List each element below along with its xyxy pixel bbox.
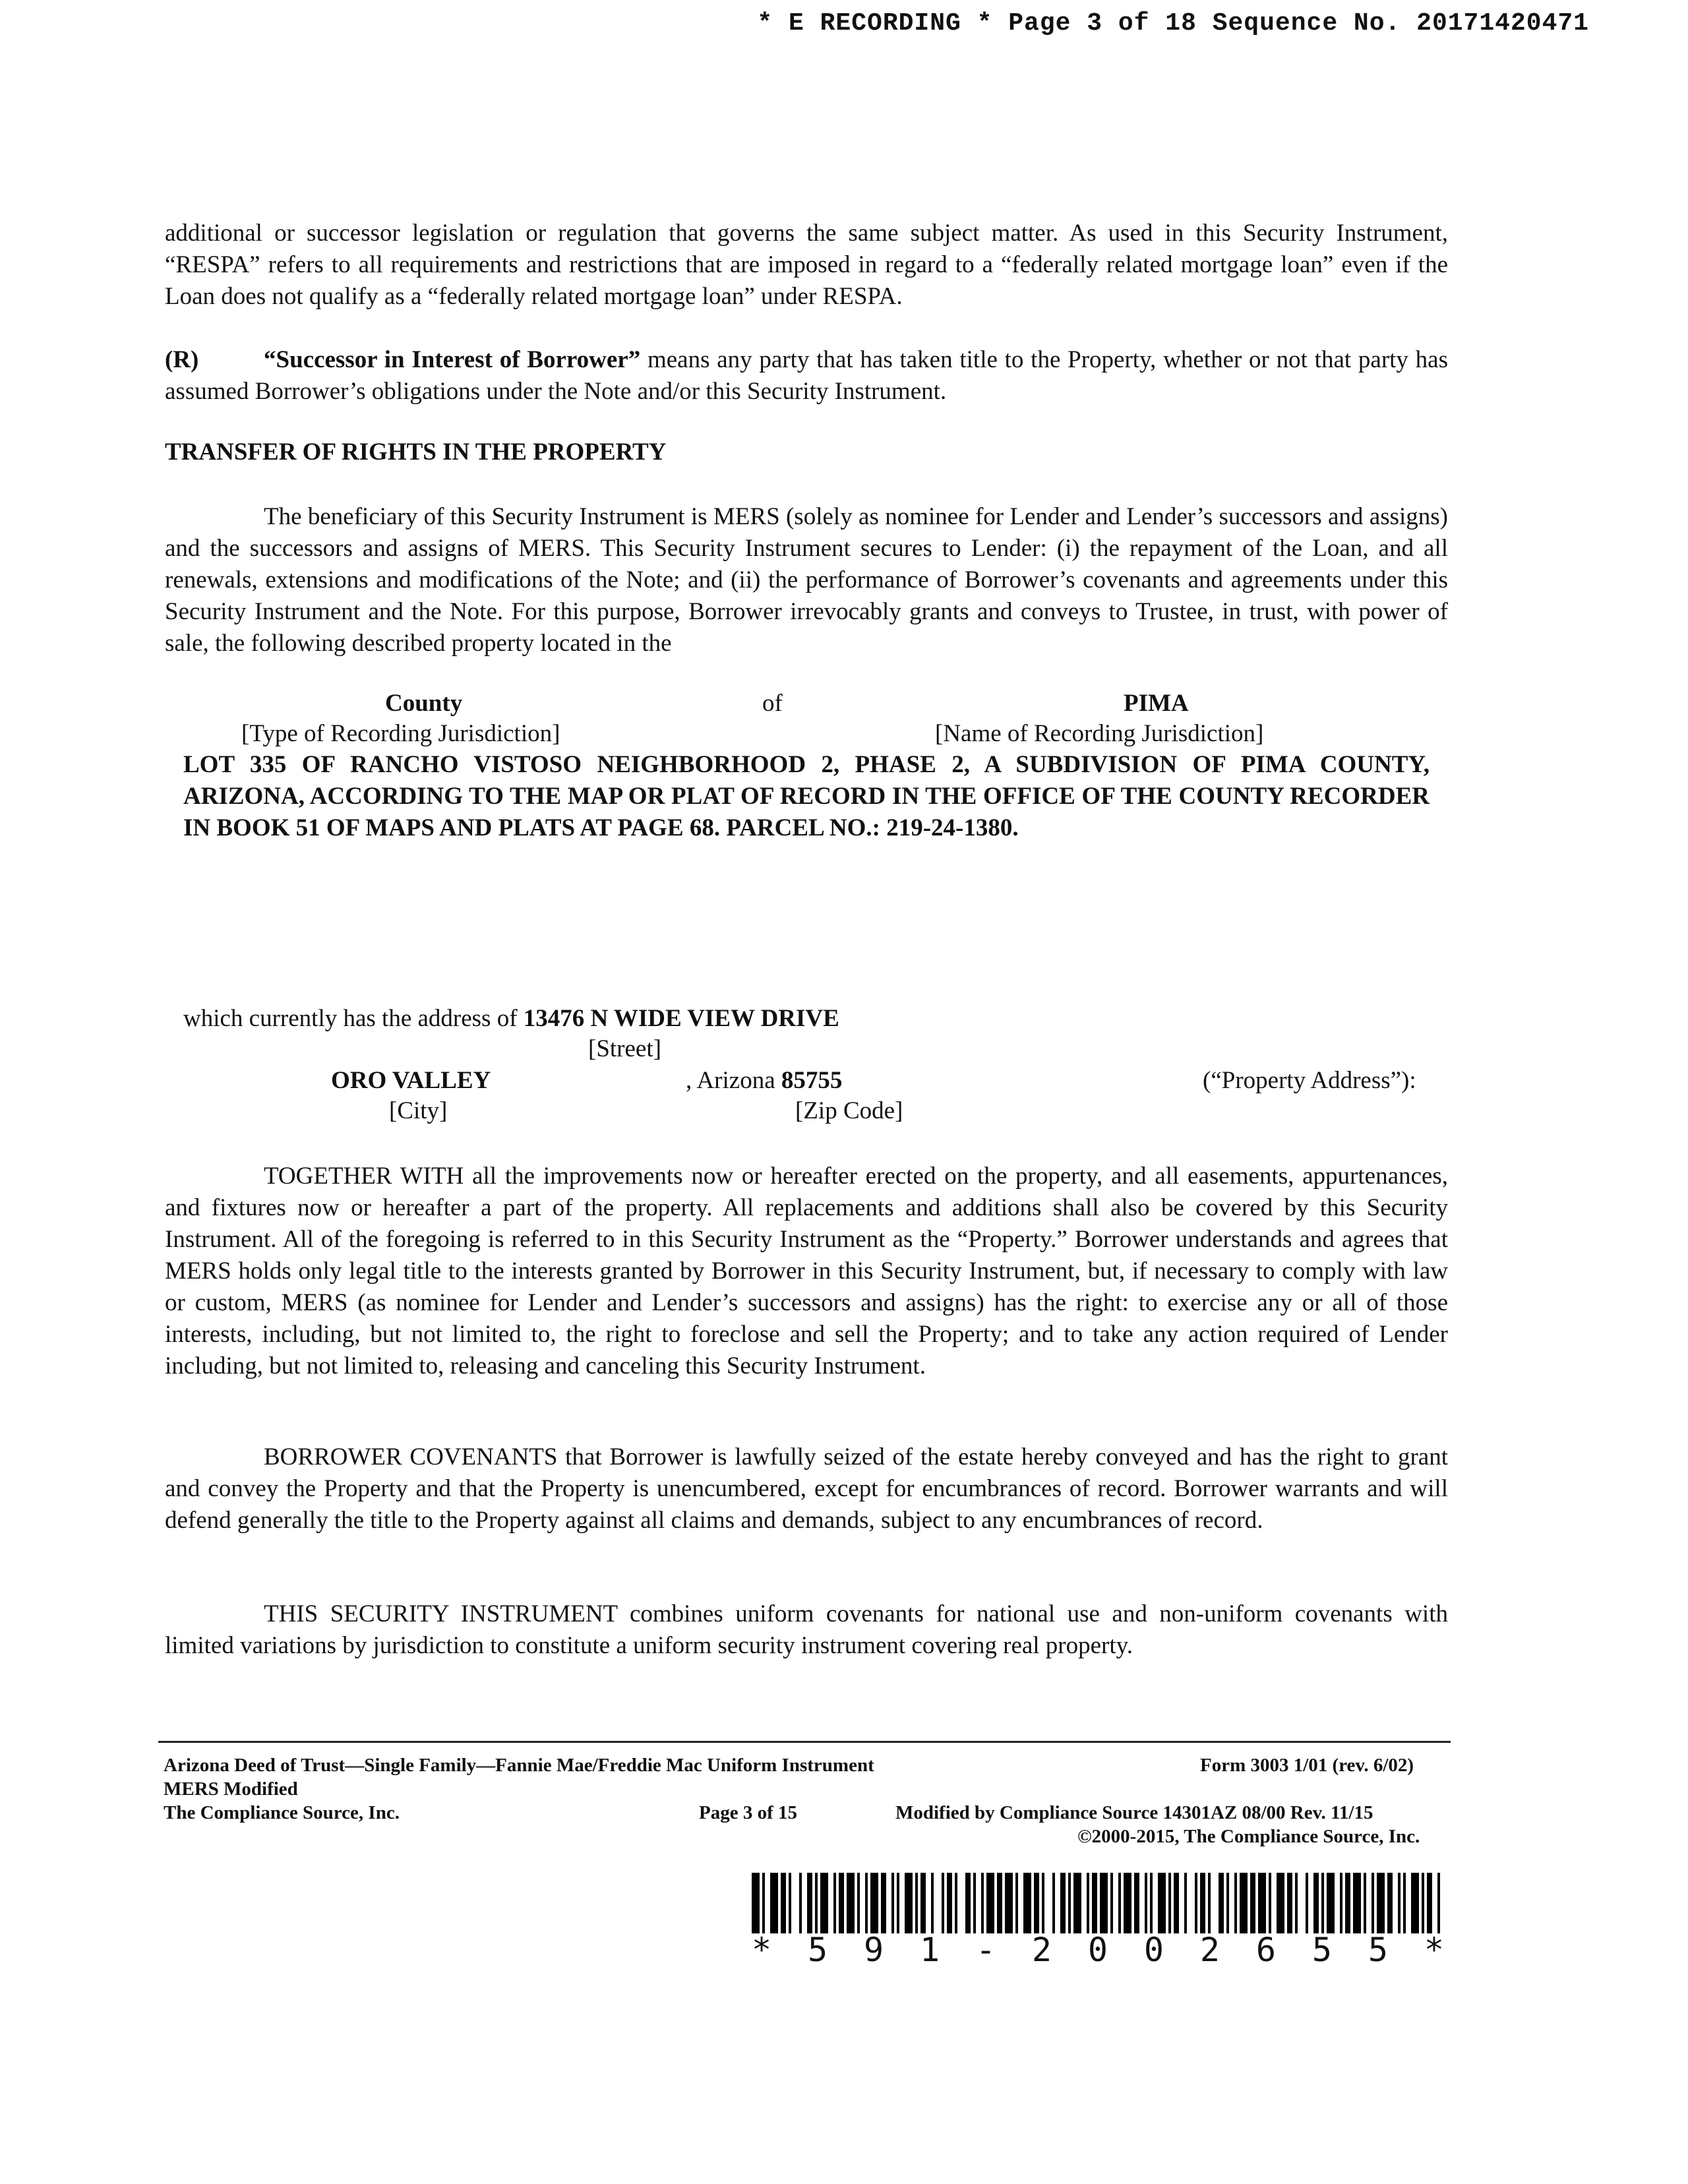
barcode-bar (1298, 1873, 1306, 1933)
barcode-char: 9 (863, 1931, 884, 1969)
barcode-bar (899, 1873, 905, 1933)
barcode-bar (807, 1873, 812, 1933)
barcode-bar (1377, 1873, 1385, 1933)
barcode-bar (1060, 1873, 1066, 1933)
barcode-bar (847, 1873, 855, 1933)
barcode-bar (765, 1873, 770, 1933)
barcode-bar (802, 1873, 807, 1933)
barcode-bar (1055, 1873, 1060, 1933)
footer-copyright: ©2000-2015, The Compliance Source, Inc. (1077, 1826, 1420, 1847)
barcode-bar (976, 1873, 981, 1933)
footer-modified: Modified by Compliance Source 14301AZ 08/00 Rev. 11/15 (895, 1802, 1373, 1823)
barcode-bar (1124, 1873, 1131, 1933)
paragraph-respa: additional or successor legislation or regulation that governs the same subject matter. As used in this Security Instrument, “RESPA” refers to all requirements and restrictions that are imposed in regard to a “federally related mortgage loan” even if the Loan does not qualify as a “federally related mortgage loan” under RESPA. (165, 220, 1448, 310)
barcode-char: 5 (807, 1931, 828, 1969)
barcode-bar (1240, 1873, 1248, 1933)
barcode-bar (986, 1873, 994, 1933)
jurisdiction-type-label: [Type of Recording Jurisdiction] (241, 720, 560, 747)
barcode-bar (1277, 1873, 1284, 1933)
address-intro: which currently has the address of (183, 1005, 518, 1032)
barcode-bar (957, 1873, 965, 1933)
barcode-text (752, 1931, 1444, 1969)
state-and-zip (686, 1066, 842, 1096)
barcode-bar (791, 1873, 799, 1933)
barcode-bar (1229, 1873, 1234, 1933)
zip-label: [Zip Code] (795, 1097, 903, 1124)
barcode-bar (1134, 1873, 1139, 1933)
barcode-bar (1250, 1873, 1255, 1933)
barcode-bar (997, 1873, 1002, 1933)
footer-form-number: Form 3003 1/01 (rev. 6/02) (1200, 1755, 1414, 1776)
barcode-char: 0 (1143, 1931, 1164, 1969)
paragraph-borrower-covenants: BORROWER COVENANTS that Borrower is lawfully seized of the estate hereby conveyed and has the right to grant and convey the Property and that the Property is unencumbered, except for encumbrances of record. Borrower warrants and will defend generally the title to the Property against all claims and demands, subject to any encumbrances of record. (165, 1443, 1448, 1534)
barcode-bar (1113, 1873, 1118, 1933)
paragraph-security-instrument: THIS SECURITY INSTRUMENT combines uniform covenants for national use and non-uniform covenants with limited variations by jurisdiction to constitute a uniform security instrument covering real property. (165, 1600, 1448, 1659)
zip-value: 85755 (781, 1067, 843, 1094)
barcode-bar (1034, 1873, 1039, 1933)
barcode-bar (1406, 1873, 1411, 1933)
barcode-char: * (1424, 1931, 1444, 1969)
barcode-bar (770, 1873, 778, 1933)
footer-company: The Compliance Source, Inc. (164, 1802, 400, 1823)
barcode-bar (1158, 1873, 1166, 1933)
barcode-bar (1345, 1873, 1350, 1933)
barcode-bar (1393, 1873, 1398, 1933)
jurisdiction-name-value: PIMA (1124, 690, 1189, 717)
jurisdiction-type-value: County (385, 690, 463, 717)
state-value: , Arizona (686, 1067, 775, 1094)
barcode (752, 1873, 1444, 1933)
defined-term: “Successor in Interest of Borrower” (264, 346, 641, 373)
barcode-bar (839, 1873, 844, 1933)
jurisdiction-name-label: [Name of Recording Jurisdiction] (935, 720, 1264, 747)
barcode-bar (1179, 1873, 1184, 1933)
barcode-bar (828, 1873, 833, 1933)
barcode-bar (1411, 1873, 1419, 1933)
footer-rule (158, 1741, 1451, 1743)
barcode-char: - (975, 1931, 996, 1969)
legal-description: LOT 335 OF RANCHO VISTOSO NEIGHBORHOOD 2, PHASE 2, A SUBDIVISION OF PIMA COUNTY, ARIZONA, ACCORDING TO THE MAP OR PLAT OF RECORD IN THE OFFICE OF THE COUNTY RECORDER IN BOOK 51 OF MAPS AND PLATS AT PAGE 68. PARCEL NO.: 219-24-1380. (183, 751, 1430, 841)
footer-page: Page 3 of 15 (699, 1802, 797, 1823)
barcode-char: 5 (1311, 1931, 1332, 1969)
barcode-bar (1327, 1873, 1335, 1933)
property-address-label: (“Property Address”): (1203, 1067, 1416, 1094)
barcode-bar (1271, 1873, 1277, 1933)
section-heading: TRANSFER OF RIGHTS IN THE PROPERTY (165, 439, 667, 466)
barcode-bar (1387, 1873, 1393, 1933)
street-label: [Street] (588, 1035, 661, 1062)
barcode-bar (1287, 1873, 1292, 1933)
city-label: [City] (389, 1097, 448, 1124)
barcode-char: 0 (1087, 1931, 1108, 1969)
barcode-bar (1200, 1873, 1205, 1933)
paragraph-together-with: TOGETHER WITH all the improvements now or hereafter erected on the property, and all easements, appurtenances, and fixtures now or hereafter a part of the property. All replacements and additions shall also be covered by this Security Instrument. All of the foregoing is referred to in this Security Instrument as the “Property.” Borrower understands and agrees that MERS holds only legal title to the interests granted by Borrower in this Security Instrument, but, if necessary to comply with law or custom, MERS (as nominee for Lender and Lender’s successors and assigns) has the right: to exercise any or all of those interests, including, but not limited to, the right to foreclose and sell the Property; and to take any action required of Lender including, but not limited to, releasing and canceling this Security Instrument. (165, 1163, 1448, 1380)
jurisdiction-of: of (762, 690, 783, 717)
barcode-bar (1073, 1873, 1081, 1933)
paragraph-label: (R) (165, 346, 199, 373)
paragraph-successor-in-interest (165, 344, 1448, 408)
footer-mers: MERS Modified (164, 1778, 298, 1800)
barcode-bar (1440, 1873, 1448, 1933)
footer-form-title: Arizona Deed of Trust—Single Family—Fannie Mae/Freddie Mac Uniform Instrument (164, 1755, 874, 1776)
barcode-bar (920, 1873, 926, 1933)
barcode-bar (905, 1873, 913, 1933)
barcode-char: 1 (919, 1931, 940, 1969)
barcode-bar (1081, 1873, 1087, 1933)
barcode-bar (1187, 1873, 1195, 1933)
barcode-bar (1353, 1873, 1361, 1933)
barcode-bar (1313, 1873, 1319, 1933)
barcode-bar (870, 1873, 878, 1933)
barcode-bar (1432, 1873, 1437, 1933)
barcode-char: 6 (1255, 1931, 1276, 1969)
barcode-bar (1366, 1873, 1372, 1933)
barcode-bar (1023, 1873, 1031, 1933)
paragraph-transfer: The beneficiary of this Security Instrument is MERS (solely as nominee for Lender and Lender’s successors and assigns) and the successors and assigns of MERS. This Security Instrument secures to Lender: (i) the repayment of the Loan, and all renewals, extensions and modifications of the Note; and (ii) the performance of Borrower’s covenants and agreements under this Security Instrument and the Note. For this purpose, Borrower irrevocably grants and conveys to Trustee, in trust, with power of sale, the following described property located in the (165, 503, 1448, 657)
barcode-bar (1174, 1873, 1179, 1933)
barcode-bar (1335, 1873, 1340, 1933)
recording-stamp: * E RECORDING * Page 3 of 18 Sequence No. 20171420471 (757, 9, 1589, 38)
address-line (183, 1004, 839, 1034)
barcode-bar (1219, 1873, 1224, 1933)
barcode-bar (781, 1873, 786, 1933)
barcode-char: * (752, 1931, 772, 1969)
barcode-bar (1044, 1873, 1052, 1933)
barcode-bar (1139, 1873, 1145, 1933)
barcode-bar (1092, 1873, 1097, 1933)
barcode-bar (1153, 1873, 1158, 1933)
barcode-bar (752, 1873, 760, 1933)
barcode-bar (1427, 1873, 1432, 1933)
city-value: ORO VALLEY (331, 1067, 491, 1094)
barcode-bar (965, 1873, 971, 1933)
barcode-bar (1308, 1873, 1313, 1933)
barcode-char: 5 (1368, 1931, 1388, 1969)
barcode-bar (1018, 1873, 1023, 1933)
barcode-bar (881, 1873, 886, 1933)
barcode-char: 2 (1031, 1931, 1052, 1969)
barcode-bar (1005, 1873, 1013, 1933)
barcode-bar (1100, 1873, 1108, 1933)
barcode-bar (1211, 1873, 1219, 1933)
barcode-bar (926, 1873, 931, 1933)
barcode-bar (886, 1873, 891, 1933)
barcode-char: 2 (1199, 1931, 1220, 1969)
definition-text: means any party that has taken title to the Property, whether or not that party has assumed Borrower’s obligations under the Note and/or this Security Instrument. (165, 346, 1448, 405)
barcode-bar (934, 1873, 942, 1933)
barcode-bar (820, 1873, 828, 1933)
street-value: 13476 N WIDE VIEW DRIVE (523, 1005, 839, 1032)
barcode-bar (860, 1873, 865, 1933)
barcode-bar (947, 1873, 952, 1933)
barcode-bar (1258, 1873, 1266, 1933)
